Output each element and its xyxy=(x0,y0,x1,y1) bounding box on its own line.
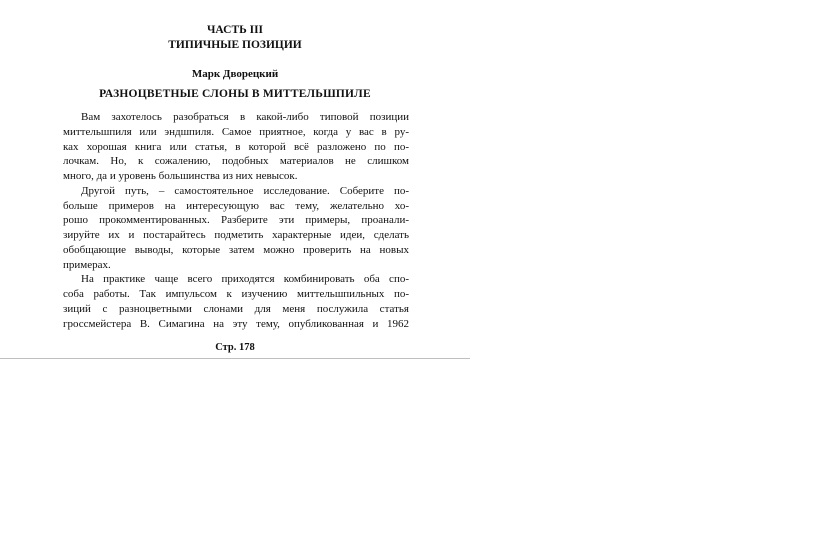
text-line: ках хорошая книга или статья, в которой всё разложено по по- xyxy=(63,140,409,153)
text-line: гроссмейстера В. Симагина на эту тему, опубликованная и 1962 xyxy=(63,317,409,330)
text-line: лочкам. Но, к сожалению, подобных материалов не слишком xyxy=(63,155,409,168)
part-heading: ЧАСТЬ III xyxy=(206,24,264,36)
text-line: соба работы. Так импульсом к изучению миттельшпильных по- xyxy=(63,288,409,300)
author-name: Марк Дворецкий xyxy=(191,68,279,80)
text-line: обобщающие выводы, которые затем можно проверить на новых xyxy=(63,243,409,256)
text-line: больше примеров на интересующую вас тему, желательно хо- xyxy=(63,199,409,212)
text-line: примерах. xyxy=(63,258,111,271)
text-line: зиций с разноцветными слонами для меня послужила статья xyxy=(63,302,409,315)
text-line: На практике чаще всего приходятся комбинировать оба спо- xyxy=(81,273,409,286)
text-line: зируйте их и постарайтесь подметить характерные идеи, сделать xyxy=(63,229,409,241)
text-line: много, да и уровень большинства из них невысок. xyxy=(63,170,298,182)
page-number: Стр. 178 xyxy=(215,342,255,353)
article-body xyxy=(63,110,409,331)
document-page xyxy=(0,0,470,359)
text-line: Другой путь, – самостоятельное исследование. Соберите по- xyxy=(81,184,409,197)
text-line: миттельшпиля или эндшпиля. Самое приятное, когда у вас в ру- xyxy=(63,125,409,138)
text-line: рошо прокомментированных. Разберите эти примеры, проанали- xyxy=(63,214,409,227)
section-heading: ТИПИЧНЫЕ ПОЗИЦИИ xyxy=(168,39,302,51)
article-title: РАЗНОЦВЕТНЫЕ СЛОНЫ В МИТТЕЛЬШПИЛЕ xyxy=(99,88,371,100)
text-line: Вам захотелось разобраться в какой-либо типовой позиции xyxy=(81,111,409,123)
